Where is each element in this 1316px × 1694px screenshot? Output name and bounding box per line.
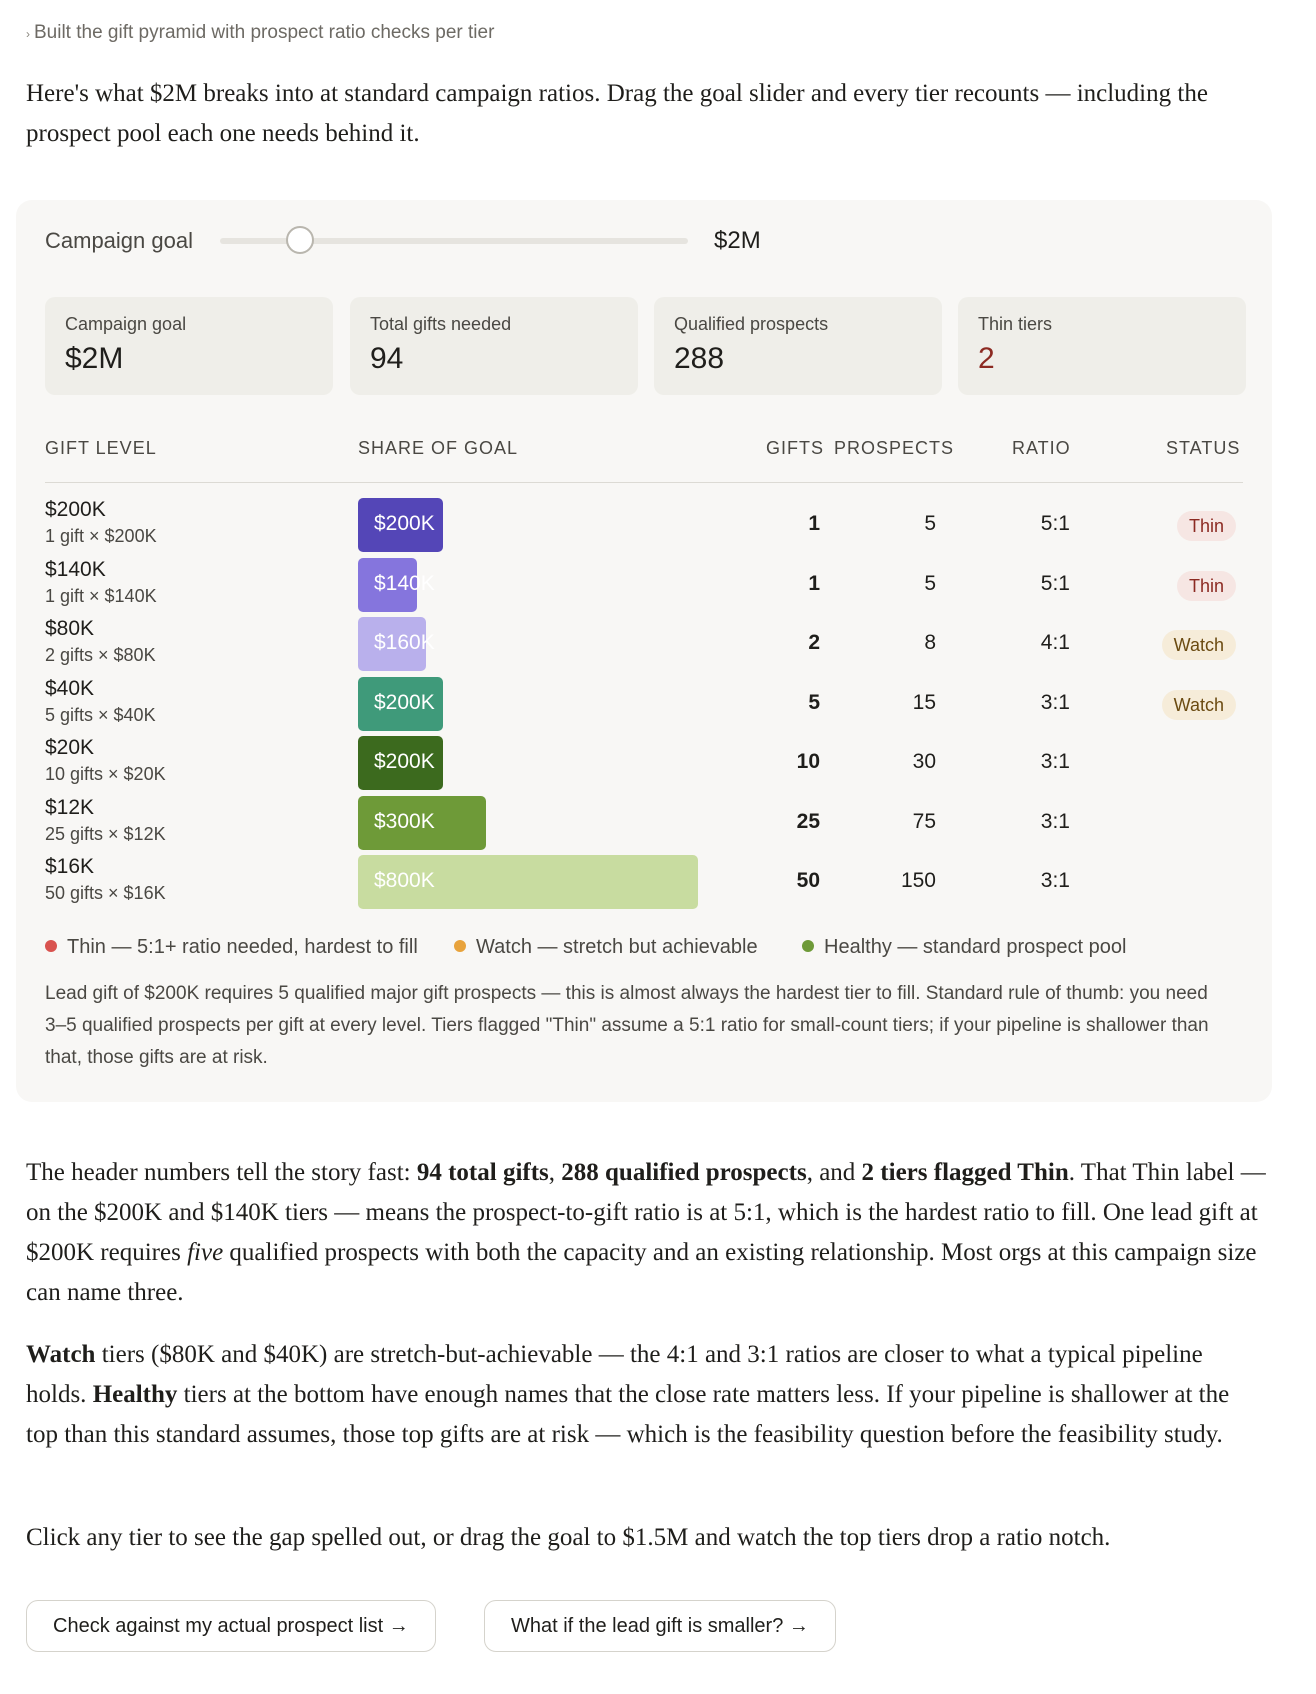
text: , [548, 1159, 562, 1186]
tier-level: $12K [45, 795, 95, 819]
paragraph-header-numbers [26, 1153, 1266, 1313]
metric-label: Campaign goal [65, 314, 187, 334]
ratio-value: 3:1 [1040, 750, 1070, 773]
ratio-value: 3:1 [1040, 869, 1070, 892]
metric-value: 2 [978, 342, 995, 375]
tier-sub-label: 25 gifts × $12K [45, 823, 166, 844]
share-bar-label: $300K [374, 809, 435, 833]
goal-slider-thumb[interactable] [286, 226, 314, 254]
gifts-count: 10 [796, 750, 820, 773]
tier-sub-label: 5 gifts × $40K [45, 704, 156, 725]
metric-value: 94 [370, 342, 404, 375]
column-header-gifts: GIFTS [766, 438, 824, 458]
share-bar-label: $200K [374, 512, 435, 535]
column-header-prospects: PROSPECTS [834, 438, 955, 458]
share-bar[interactable] [358, 558, 435, 612]
share-bar-label: $160K [374, 631, 435, 654]
tier-level: $20K [45, 736, 95, 759]
bold-text: Watch [26, 1341, 96, 1368]
thinking-summary-text: Built the gift pyramid with prospect ratio checks per tier [34, 22, 495, 43]
share-bar[interactable] [358, 855, 698, 909]
tier-sub-label: 2 gifts × $80K [45, 645, 156, 665]
tier-sub-label: 50 gifts × $16K [45, 883, 166, 903]
legend-text: Thin — 5:1+ ratio needed, hardest to fill [67, 936, 418, 958]
legend-text: Healthy — standard prospect pool [824, 936, 1127, 958]
share-bar[interactable] [358, 796, 486, 850]
intro-paragraph: Here's what $2M breaks into at standard campaign ratios. Drag the goal slider and every tier recounts — including the prospect pool each one needs behind it. [26, 80, 1208, 147]
metric-value: 288 [674, 342, 725, 375]
paragraph-watch-healthy [26, 1335, 1266, 1455]
check-prospect-list-button[interactable]: Check against my actual prospect list → [26, 1600, 436, 1652]
tier-sub-label: 1 gift × $200K [45, 526, 157, 546]
status-badge: Watch [1162, 690, 1236, 720]
tier-sub-label: 10 gifts × $20K [45, 764, 166, 784]
ratio-value: 3:1 [1040, 809, 1070, 833]
legend-healthy [802, 936, 1126, 959]
header-divider [45, 482, 1243, 483]
bold-text: 288 qualified prospects [561, 1159, 807, 1186]
status-badge: Watch [1162, 630, 1236, 660]
metric-label: Qualified prospects [674, 314, 829, 334]
legend-dot [454, 940, 466, 952]
gifts-count: 2 [808, 631, 820, 654]
gifts-count: 50 [796, 869, 820, 892]
widget-footnote: Lead gift of $200K requires 5 qualified major gift prospects — this is almost always the hardest tier to fill. Standard rule of thumb: you need 3–5 qualified prospects per gift at every level. Tiers flagged "Thin" assume a 5:1 ratio for small-count tiers; if your pipeline is shallower than that, those gifts are at risk. [45, 983, 1209, 1068]
prospects-count: 30 [912, 750, 936, 773]
italic-text: five [187, 1239, 224, 1266]
campaign-goal-label: Campaign goal [45, 228, 193, 253]
prospects-count: 5 [924, 512, 936, 535]
text: The header numbers tell the story fast: [26, 1159, 417, 1186]
text: tiers ($80K and $40K) are stretch-but-achievable — the 4:1 and 3:1 ratios are closer to what a typical pipeline holds. [26, 1341, 1203, 1408]
share-bar-label: $200K [374, 750, 435, 773]
gifts-count: 25 [796, 809, 820, 833]
status-badge: Thin [1177, 571, 1236, 601]
tier-level: $80K [45, 617, 95, 640]
legend-text: Watch — stretch but achievable [476, 936, 758, 958]
metric-label: Thin tiers [978, 314, 1053, 334]
bold-text: Healthy [92, 1381, 178, 1408]
metric-campaign-goal [45, 297, 333, 395]
ratio-value: 3:1 [1040, 690, 1070, 714]
tier-sub-label: 1 gift × $140K [45, 585, 157, 606]
chevron-right-icon: › [26, 27, 30, 41]
column-header-gift-level: GIFT LEVEL [45, 438, 157, 458]
gifts-count: 5 [808, 690, 820, 714]
column-header-share: SHARE OF GOAL [358, 438, 519, 458]
bold-text: 94 total gifts [416, 1159, 549, 1186]
share-bar-label: $800K [374, 869, 435, 892]
legend-thin [45, 936, 418, 959]
tier-level: $200K [45, 498, 106, 521]
ratio-value: 5:1 [1040, 512, 1070, 535]
metric-qualified-prospects [654, 297, 942, 395]
metric-thin-tiers [958, 297, 1246, 395]
legend-dot [45, 940, 57, 952]
tier-level: $40K [45, 676, 95, 700]
prospects-count: 5 [924, 571, 936, 595]
legend-dot [802, 940, 814, 952]
prospects-count: 15 [912, 690, 936, 714]
prospects-count: 150 [900, 869, 936, 892]
smaller-lead-gift-button[interactable]: What if the lead gift is smaller? → [484, 1600, 836, 1652]
text: . That Thin label — on the $200K and $140K tiers — means the prospect-to-gift ratio is at 5:1, which is the hardest ratio to fill. One lead gift at $200K requires [26, 1159, 1266, 1266]
prospects-count: 75 [912, 809, 936, 833]
tier-level: $16K [45, 855, 95, 878]
metric-label: Total gifts needed [370, 314, 512, 334]
column-header-ratio: RATIO [1012, 438, 1071, 458]
text: qualified prospects with both the capacity and an existing relationship. Most orgs at this campaign size can name three. [26, 1239, 1257, 1306]
gifts-count: 1 [808, 571, 820, 595]
share-bar-label: $200K [374, 690, 435, 714]
bold-text: 2 tiers flagged Thin [861, 1159, 1069, 1186]
share-bar-label: $140K [374, 571, 435, 595]
ratio-value: 4:1 [1040, 631, 1070, 654]
column-header-status: STATUS [1166, 438, 1241, 458]
status-badge: Thin [1177, 511, 1236, 541]
gifts-count: 1 [808, 512, 820, 535]
text: tiers at the bottom have enough names that the close rate matters less. If your pipeline is shallower at the top than this standard assumes, those top gifts are at risk — which is the feasibility question before the feasibility study. [26, 1381, 1230, 1448]
share-bar[interactable] [358, 617, 435, 671]
share-bar[interactable] [358, 498, 443, 552]
paragraph-call-to-action: Click any tier to see the gap spelled out, or drag the goal to $1.5M and watch the top tiers drop a ratio notch. [26, 1524, 1111, 1551]
prospects-count: 8 [924, 631, 936, 654]
goal-slider-value: $2M [714, 227, 761, 254]
share-bar[interactable] [358, 677, 443, 731]
tier-level: $140K [45, 557, 106, 581]
share-bar[interactable] [358, 736, 443, 790]
text: , and [806, 1159, 862, 1186]
metric-value: $2M [65, 342, 124, 375]
legend-watch [454, 936, 758, 959]
thinking-summary[interactable] [26, 22, 494, 44]
metric-total-gifts [350, 297, 638, 395]
ratio-value: 5:1 [1040, 571, 1070, 595]
